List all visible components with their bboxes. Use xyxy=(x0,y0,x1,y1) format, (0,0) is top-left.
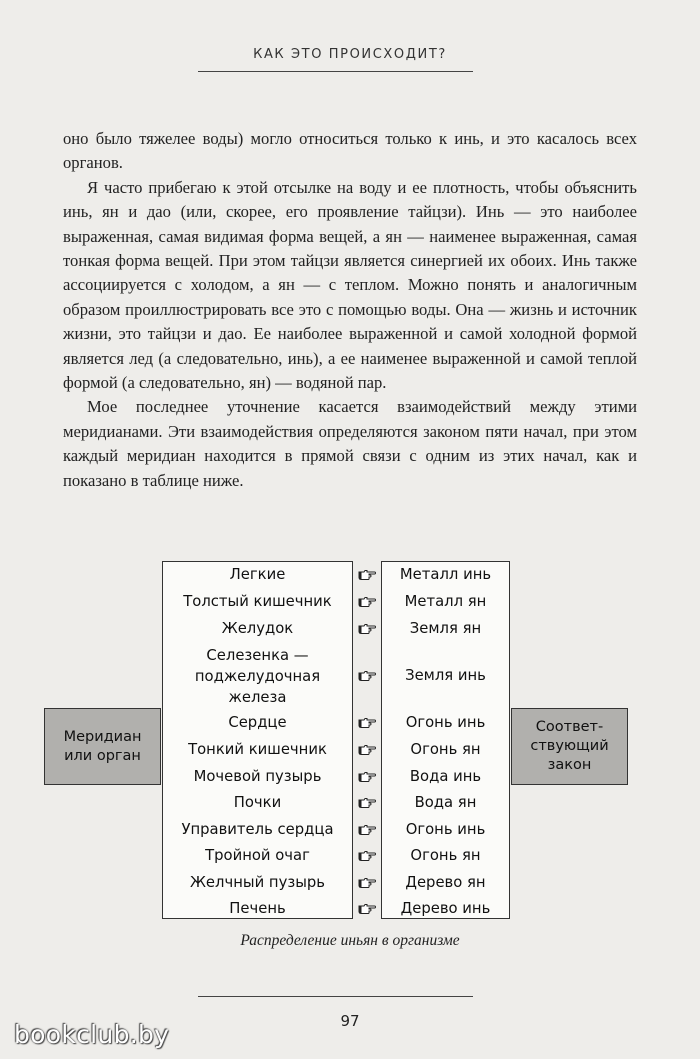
footer-rule xyxy=(198,996,473,997)
running-head: КАК ЭТО ПРОИСХОДИТ? xyxy=(253,47,447,62)
law-label: Соответ-ствующий закон xyxy=(530,719,609,773)
pointing-hand-icon xyxy=(358,824,376,836)
paragraph: Я часто прибегаю к этой отсылке на воду и ее плотность, чтобы объяснить инь, ян и дао (или, скорее, его проявление тайцзи). Инь — это наиболее выраженная, самая видимая форма вещей, а ян — наименее выраженная, самая тонкая форма вещей. При этом тайцзи является синергией их обоих. Инь также ассоциируется с холодом, а ян — с теплом. Можно понять и аналогичным образом проиллюстрировать все это с помощью воды. Она — жизнь и источник жизни, это тайцзи и дао. Ее наиболее выраженной и самой холодной формой является лед (а следовательно, инь), а ее наименее выраженной и самой теплой формой (а следовательно, ян) — водяной пар. xyxy=(63,177,637,393)
pointing-hand-icon xyxy=(358,850,376,862)
pointing-hand-icon xyxy=(358,596,376,608)
organ-cell: Мочевой пузырь xyxy=(193,768,322,785)
organ-cell: Тонкий кишечник xyxy=(188,741,327,758)
pointing-hand-icon xyxy=(358,744,376,756)
law-cell: Земля ян xyxy=(409,620,482,637)
organ-cell: Сердце xyxy=(228,714,287,731)
pointing-hand-icon xyxy=(358,623,376,635)
pointing-hand-icon xyxy=(358,670,376,682)
page-number: 97 xyxy=(340,1012,360,1030)
paragraph: Мое последнее уточнение касается взаимодействий между этими меридианами. Эти взаимодействия определяются законом пяти начал, при этом каждый меридиан находится в прямой связи с одним из этих начал, как и показано в таблице ниже. xyxy=(63,397,637,490)
organ-cell: Печень xyxy=(229,900,286,917)
organ-column xyxy=(162,561,353,919)
law-cell: Огонь инь xyxy=(405,821,486,838)
organ-cell: Почки xyxy=(233,794,282,811)
law-cell: Дерево ян xyxy=(405,874,486,891)
watermark-logo: bookclub.by xyxy=(14,1020,170,1049)
organ-cell: Желчный пузырь xyxy=(189,874,325,891)
meridian-label-box xyxy=(44,708,161,785)
law-cell: Дерево инь xyxy=(400,900,491,917)
table-caption: Распределение иньян в организме xyxy=(240,932,460,949)
law-cell: Металл ян xyxy=(404,593,487,610)
meridian-label: Меридиан или орган xyxy=(63,728,142,764)
law-cell: Вода инь xyxy=(409,768,482,785)
law-cell: Металл инь xyxy=(399,566,492,583)
organ-cell: Тройной очаг xyxy=(205,847,310,864)
pointing-hand-icon xyxy=(358,903,376,915)
pointing-hand-icon xyxy=(358,877,376,889)
organ-cell: Толстый кишечник xyxy=(183,593,332,610)
law-cell: Земля инь xyxy=(405,667,486,684)
law-cell: Огонь ян xyxy=(410,741,481,758)
pointing-hand-icon xyxy=(358,797,376,809)
pointing-hand-icon xyxy=(358,569,376,581)
law-cell: Вода ян xyxy=(414,794,477,811)
law-label-box xyxy=(511,708,628,785)
paragraph: оно было тяжелее воды) могло относиться только к инь, и это касалось всех органов. xyxy=(63,129,637,173)
pointing-hand-icon xyxy=(358,717,376,729)
law-cell: Огонь ян xyxy=(410,847,481,864)
pointing-hand-icon xyxy=(358,771,376,783)
law-column xyxy=(381,561,510,919)
organ-cell: Легкие xyxy=(229,566,286,583)
organ-cell: Управитель сердца xyxy=(181,821,334,838)
law-cell: Огонь инь xyxy=(405,714,486,731)
organ-cell: Селезенка — поджелудочная железа xyxy=(194,647,321,706)
organ-cell: Желудок xyxy=(221,620,294,637)
